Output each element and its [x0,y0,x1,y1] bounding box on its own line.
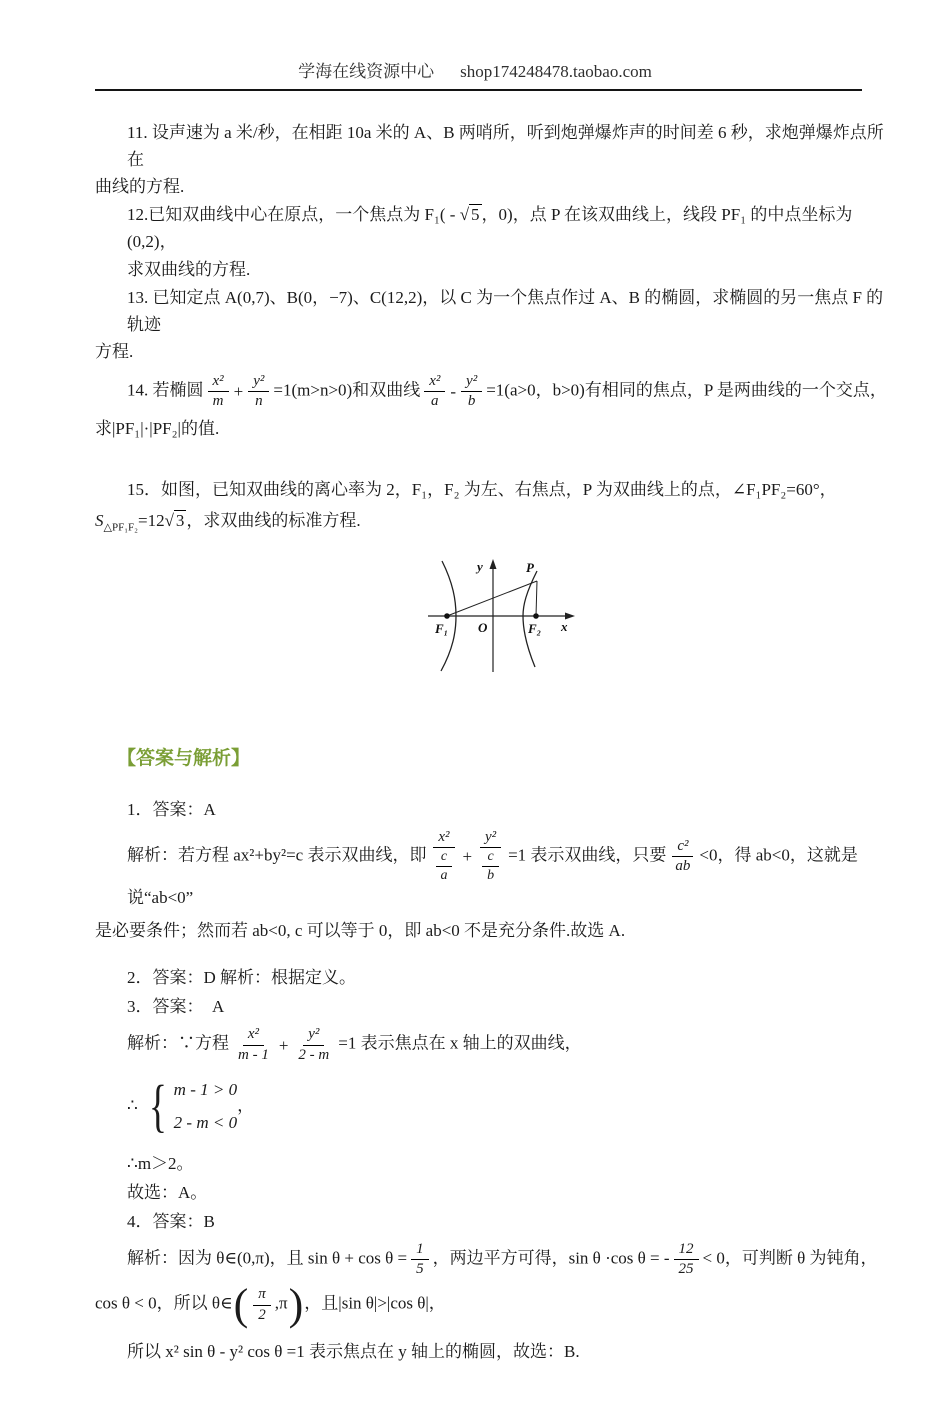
answer-4-text: 解析：因为 θ∈(0,π)，且 sin θ + cos θ = [127,1248,408,1268]
fraction-numerator: c [482,849,498,867]
answer-1-label: 1．答案：A [127,799,216,819]
answer-3-solution-line1 [95,1026,892,1064]
problem-11-line1: 11. 设声速为 a 米/秒，在相距 10a 米的 A、B 两哨所，听到炮弹爆炸声的时间差 6 秒，求炮弹爆炸点所在 [127,123,884,169]
fraction-pi-2 [253,1286,271,1324]
fraction-12-25 [674,1241,699,1279]
minus-operator: - [450,382,457,402]
fraction-denominator: a [440,868,448,884]
problem-12-text-cont: ，0)，点 P 在该双曲线上，线段 PF₁ 的中点坐标为(0,2)， [127,205,853,251]
fraction-denominator: m - 1 [238,1046,269,1063]
answer-4-text2: cos θ < 0，所以 θ∈ [95,1293,233,1313]
answer-1-text-end: <0，得 ab<0，这就是说“ab<0” [127,845,858,908]
area-symbol: S [95,510,104,530]
problem-14-line1 [95,373,892,411]
sqrt-5-radical [460,201,482,228]
fraction-numerator: c² [672,838,693,857]
answer-2-label: 2．答案：D 解析：根据定义。 [127,968,357,988]
answer-4-solution-line1 [95,1241,892,1279]
fraction-numerator: 12 [674,1241,699,1260]
y-axis-label: y [477,558,483,574]
plus-operator: + [278,1035,289,1055]
answer-3-text: 解析：∵方程 [127,1033,229,1053]
focus-f2-point [533,613,539,619]
left-brace: { [148,1072,167,1138]
y-axis-arrow [490,559,497,569]
answer-1-solution-line2: 是必要条件；然而若 ab<0, c 可以等于 0，即 ab<0 不是充分条件.故选 A. [95,921,626,941]
answer-4-solution-line3: 所以 x² sin θ - y² cos θ =1 表示焦点在 y 轴上的椭圆，故选：B. [127,1341,580,1361]
area-subscript: △PF₁F₂ [103,520,138,533]
sqrt-3-radical [165,507,187,534]
fraction-y2-n [248,373,269,411]
answer-4-solution-line2 [95,1280,892,1330]
fraction-c2-ab [670,838,695,876]
segment-p-f2 [536,581,537,616]
therefore-symbol: ∴ [127,1096,138,1116]
focus-f1-point [444,613,450,619]
fraction-y2-2m [293,1026,334,1064]
fraction-numerator: x² [208,373,229,392]
x-axis-label: x [561,618,568,634]
fraction-numerator: π [253,1286,271,1305]
fraction-denominator: 2 [258,1306,266,1323]
problem-12-text: 12.已知双曲线中心在原点，一个焦点为 F₁( - [127,205,460,224]
problem-11-line2: 曲线的方程. [95,177,185,196]
radicand: 5 [471,205,480,224]
header-divider [95,89,862,91]
big-left-paren: ( [233,1280,249,1330]
inner-fraction-c-b [482,849,499,884]
problem-13-line1: 13. 已知定点 A(0,7)、B(0，−7)、C(12,2)，以 C 为一个焦点作过 A、B 的椭圆，求椭圆的另一焦点 F 的轨迹 [127,288,884,334]
fraction-numerator: x² [433,829,454,848]
answer-4-label: 4．答案：B [127,1211,215,1231]
answer-3-system [95,1072,892,1138]
problem-12-line2: 求双曲线的方程. [127,260,251,279]
page-header [0,0,950,82]
answer-3-choice: 故选：A。 [127,1182,208,1202]
fraction-denominator [430,848,457,884]
origin-label: O [478,619,488,635]
fraction-x2-m1 [233,1026,274,1064]
fraction-y2-b [461,373,482,411]
answer-1-text-mid: =1 表示双曲线，只要 [508,845,667,865]
fraction-denominator: b [487,868,495,884]
case-rows [174,1076,237,1136]
fraction-numerator: 1 [411,1241,429,1260]
document-content [0,119,950,1405]
f2-label: F₂ [528,620,542,636]
equals-12: =12 [137,510,165,530]
inner-fraction-c-a [435,849,452,884]
trailing-comma: ， [237,1096,255,1116]
fraction-denominator: b [467,393,476,410]
case-row-1: m - 1 > 0 [173,1079,238,1099]
nested-fraction-x2-ca [430,829,457,884]
problem-14-text: 14. 若椭圆 [127,380,204,400]
p-label: P [526,559,534,575]
inequality-system [127,1072,255,1138]
header-shop-url: shop174248478.taobao.com [460,62,652,81]
radical-sign: √ [164,510,174,530]
hyperbola-diagram [425,555,615,675]
f1-label: F₁ [435,620,449,636]
problem-14-text-end: =1(a>0，b>0)有相同的焦点，P 是两曲线的一个交点， [486,380,887,400]
fraction-denominator: n [255,393,263,410]
answer-4-text2-end: ，且|sin θ|>|cos θ|， [304,1293,446,1313]
fraction-numerator: y² [248,373,269,392]
fraction-denominator: a [431,393,439,410]
fraction-numerator: x² [243,1026,264,1045]
fraction-denominator: m [212,393,224,410]
fraction-x2-m [208,373,229,411]
problem-15-line2 [95,507,892,541]
plus-operator: + [462,847,473,867]
fraction-denominator [477,848,504,884]
fraction-numerator: y² [480,829,501,848]
answer-3-conclusion: ∴m＞2。 [127,1153,194,1173]
fraction-denominator: ab [675,858,691,875]
fraction-denominator: 2 - m [298,1046,330,1063]
hyperbola-figure [425,555,892,683]
fraction-denominator: 25 [678,1261,694,1278]
fraction-numerator: x² [424,373,445,392]
answer-1-text: 解析：若方程 ax²+by²=c 表示双曲线，即 [127,845,427,865]
radical-sign: √ [459,205,470,224]
answer-4-text-end: < 0，可判断 θ 为钝角， [702,1248,878,1268]
nested-fraction-y2-cb [477,829,504,884]
answer-3-text-end: =1 表示焦点在 x 轴上的双曲线， [338,1033,582,1053]
fraction-denominator: 5 [416,1261,424,1278]
answer-3-label: 3．答案： A [127,997,225,1017]
fraction-numerator: c [436,849,452,867]
fraction-1-5 [411,1241,429,1279]
plus-operator: + [233,382,244,402]
header-site-name: 学海在线资源中心 [298,62,435,81]
interval-end: ,π [274,1293,288,1313]
radicand: 3 [175,510,185,530]
problem-15-text-end: ，求双曲线的标准方程. [186,510,361,530]
answer-1-solution-line1 [95,829,892,911]
answers-heading: 【答案与解析】 [117,747,251,769]
fraction-numerator: y² [303,1026,324,1045]
problem-12-line1 [95,201,892,255]
fraction-numerator: y² [461,373,482,392]
big-right-paren: ) [288,1280,304,1330]
problem-15-line1: 15．如图，已知双曲线的离心率为 2，F₁，F₂ 为左、右焦点，P 为双曲线上的点，∠F₁PF₂=60°， [127,479,837,499]
fraction-x2-a [424,373,445,411]
problem-13-line2: 方程. [95,342,134,361]
answer-4-text-mid: ，两边平方可得，sin θ ·cos θ = - [432,1248,670,1268]
problem-14-line2: 求|PF₁|·|PF₂|的值. [95,418,220,438]
problem-14-text-mid: =1(m>n>0)和双曲线 [273,380,421,400]
case-row-2: 2 - m < 0 [173,1112,238,1132]
